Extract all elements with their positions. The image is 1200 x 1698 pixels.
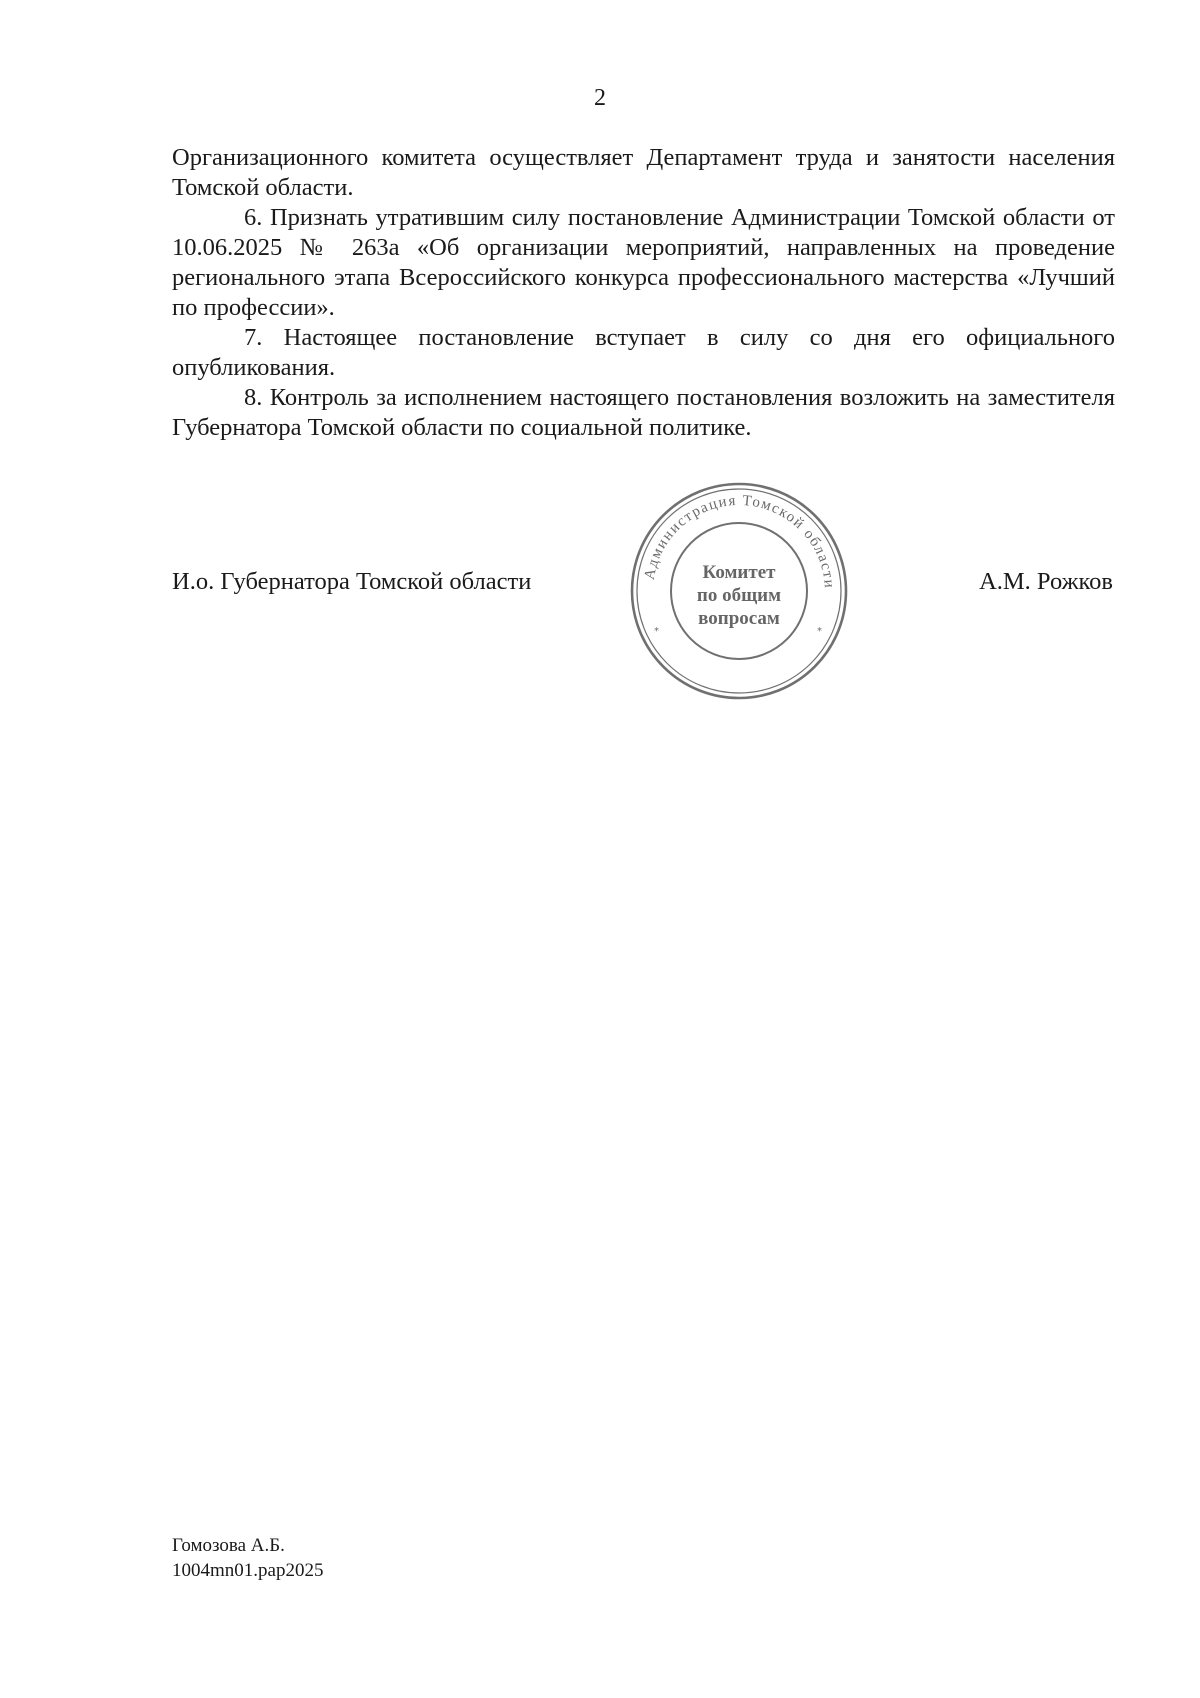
- paragraph-organizing-committee: Организационного комитета осуществляет Департамент труда и занятости населения Томской области.: [172, 144, 1115, 201]
- file-code: 1004mn01.pap2025: [172, 1560, 324, 1581]
- footer: [172, 1533, 323, 1583]
- page-number: 2: [594, 85, 606, 111]
- stamp-line-1: Комитет: [702, 562, 776, 583]
- signatory-title: И.о. Губернатора Томской области: [172, 568, 532, 595]
- document-body: [172, 143, 1115, 443]
- stamp-star-icon: *: [654, 626, 659, 637]
- executor-name: Гомозова А.Б.: [172, 1535, 285, 1556]
- paragraph-item-8: 8. Контроль за исполнением настоящего постановления возложить на заместителя Губернатора Томской области по социальной политике.: [172, 384, 1115, 441]
- signatory-name: А.М. Рожков: [979, 568, 1113, 595]
- stamp-line-3: вопросам: [698, 608, 780, 629]
- stamp-outer-text: Администрация Томской области: [641, 492, 838, 590]
- official-stamp: [626, 478, 852, 704]
- stamp-line-2: по общим: [696, 585, 782, 606]
- stamp-star-icon-right: *: [817, 626, 822, 637]
- paragraph-item-6: 6. Признать утратившим силу постановление Администрации Томской области от 10.06.2025 № 263а «Об организации мероприятий, направленных на проведение регионального этапа Всероссийского конкурса профессионального мастерства «Лучший по профессии».: [172, 204, 1115, 321]
- paragraph-item-7: 7. Настоящее постановление вступает в силу со дня его официального опубликования.: [172, 324, 1115, 381]
